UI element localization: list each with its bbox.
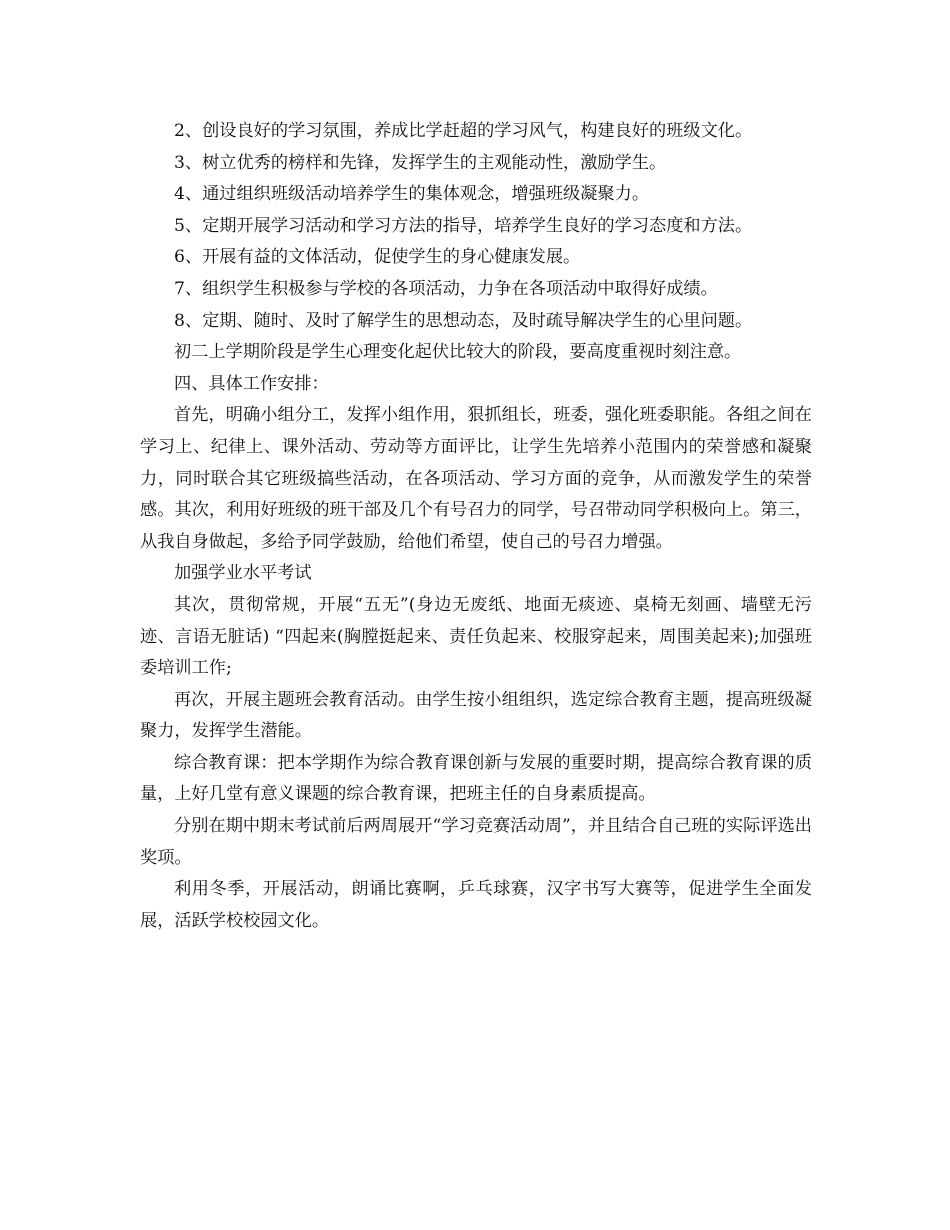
paragraph: 综合教育课：把本学期作为综合教育课创新与发展的重要时期，提高综合教育课的质量，上好几堂有意义课题的综合教育课，把班主任的自身素质提高。 bbox=[140, 752, 812, 805]
subheading: 加强学业水平考试 bbox=[174, 563, 312, 584]
paragraph: 3、树立优秀的榜样和先锋，发挥学生的主观能动性，激励学生。 bbox=[174, 152, 667, 173]
paragraph: 2、创设良好的学习氛围，养成比学赶超的学习风气，构建良好的班级文化。 bbox=[174, 121, 753, 141]
paragraph: 再次，开展主题班会教育活动。由学生按小组组织，选定综合教育主题，提高班级凝聚力，发挥学生潜能。 bbox=[140, 689, 812, 742]
paragraph: 首先，明确小组分工，发挥小组作用，狠抓组长，班委，强化班委职能。各组之间在学习上、纪律上、课外活动、劳动等方面评比，让学生先培养小范围内的荣誉感和凝聚力，同时联合其它班级搞些活动，在各项活动、学习方面的竞争，从而激发学生的荣誉感。其次，利用好班级的班干部及几个有号召力的同学，号召带动同学积极向上。第三，从我自身做起，多给予同学鼓励，给他们希望，使自己的号召力增强。 bbox=[140, 405, 812, 552]
paragraph: 其次，贯彻常规，开展“五无”(身边无废纸、地面无痰迹、桌椅无刻画、墙壁无污迹、言语无脏话) “四起来(胸膛挺起来、责任负起来、校服穿起来，周围美起来);加强班委培训工作; bbox=[140, 594, 812, 679]
paragraph: 利用冬季，开展活动，朗诵比赛啊，乒乓球赛，汉字书写大赛等，促进学生全面发展，活跃学校校园文化。 bbox=[140, 879, 812, 931]
section-heading: 四、具体工作安排： bbox=[174, 373, 329, 394]
paragraph: 初二上学期阶段是学生心理变化起伏比较大的阶段，要高度重视时刻注意。 bbox=[174, 342, 742, 363]
paragraph: 4、通过组织班级活动培养学生的集体观念，增强班级凝聚力。 bbox=[174, 184, 650, 205]
paragraph: 7、组织学生积极参与学校的各项活动，力争在各项活动中取得好成绩。 bbox=[174, 278, 718, 299]
paragraph: 5、定期开展学习活动和学习方法的指导，培养学生良好的学习态度和方法。 bbox=[174, 215, 753, 236]
paragraph: 6、开展有益的文体活动，促使学生的身心健康发展。 bbox=[174, 247, 581, 268]
document-body bbox=[140, 116, 812, 937]
paragraph: 分别在期中期末考试前后两周展开“学习竞赛活动周”，并且结合自己班的实际评选出奖项。 bbox=[140, 816, 812, 868]
paragraph: 8、定期、随时、及时了解学生的思想动态，及时疏导解决学生的心里问题。 bbox=[174, 310, 753, 331]
